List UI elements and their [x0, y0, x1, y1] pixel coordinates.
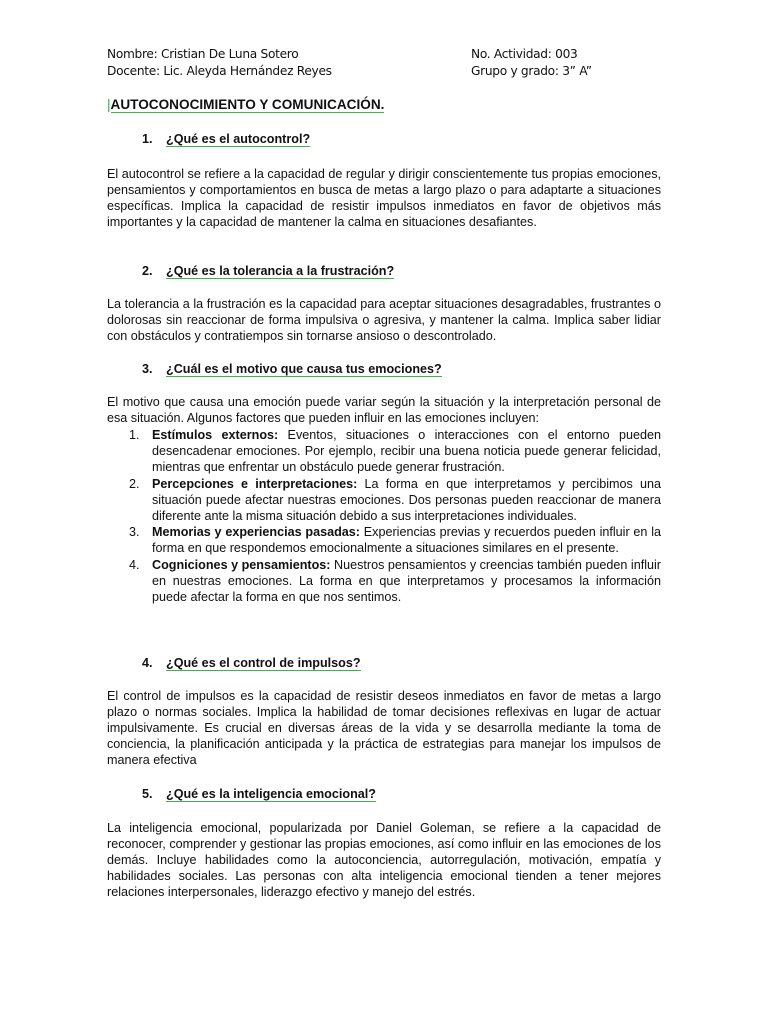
group-grade: Grupo y grado: 3” A”	[471, 64, 592, 78]
question-1: 1. ¿Qué es el autocontrol?	[142, 132, 311, 146]
header-right	[471, 46, 592, 80]
text-cursor: |	[107, 97, 111, 112]
list-item: 3. Memorias y experiencias pasadas: Experiencias previas y recuerdos pueden influir en la forma en que respondemos emocionalmente a situaciones similares en el presente.	[129, 525, 661, 556]
emotion-factors-list	[107, 427, 661, 605]
question-2: 2. ¿Qué es la tolerancia a la frustración?	[142, 264, 395, 278]
document-title: |AUTOCONOCIMIENTO Y COMUNICACIÓN.	[107, 97, 385, 112]
student-name: Nombre: Cristian De Luna Sotero	[107, 47, 299, 61]
question-3: 3. ¿Cuál es el motivo que causa tus emociones?	[142, 362, 442, 376]
teacher-name: Docente: Lic. Aleyda Hernández Reyes	[107, 64, 332, 78]
answer-3: El motivo que causa una emoción puede variar según la situación y la interpretación personal de esa situación. Algunos factores que pueden influir en las emociones incluyen:	[107, 395, 661, 425]
answer-2: La tolerancia a la frustración es la capacidad para aceptar situaciones desagradables, frustrantes o dolorosas sin reaccionar de forma impulsiva o agresiva, y mantener la calma. Implica saber lidiar con obstáculos y contratiempos sin tornarse ansioso o descontrolado.	[107, 297, 661, 343]
activity-number: No. Actividad: 003	[471, 47, 578, 61]
list-item: 1. Estímulos externos: Eventos, situaciones o interacciones con el entorno pueden desencadenar emociones. Por ejemplo, recibir una buena noticia puede generar felicidad, mientras que enfrentar un obstáculo puede generar frustración.	[129, 428, 661, 475]
list-item: 2. Percepciones e interpretaciones: La forma en que interpretamos y percibimos una situación puede afectar nuestras emociones. Dos personas pueden reaccionar de manera diferente ante la misma situación debido a sus interpretaciones individuales.	[129, 476, 661, 524]
answer-5: La inteligencia emocional, popularizada por Daniel Goleman, se refiere a la capacidad de reconocer, comprender y gestionar las propias emociones, así como influir en las emociones de los demás. Incluye habilidades como la autoconciencia, autorregulación, motivación, empatía y habilidades sociales. Las personas con alta inteligencia emocional tienden a tener mejores relaciones interpersonales, liderazgo efectivo y manejo del estrés.	[107, 821, 661, 899]
question-5: 5. ¿Qué es la inteligencia emocional?	[142, 787, 376, 801]
answer-1: El autocontrol se refiere a la capacidad de regular y dirigir conscientemente tus propias emociones, pensamientos y comportamientos en busca de metas a largo plazo o para adaptarte a situaciones específicas. Implica la capacidad de resistir impulsos inmediatos en favor de objetivos más importantes y la capacidad de mantener la calma en situaciones desafiantes.	[107, 167, 661, 229]
header-left	[107, 46, 332, 80]
list-item: 4. Cogniciones y pensamientos: Nuestros pensamientos y creencias también pueden influir en nuestras emociones. La forma en que interpretamos y procesamos la información puede afectar la forma en que nos sentimos.	[129, 557, 661, 605]
answer-4: El control de impulsos es la capacidad de resistir deseos inmediatos en favor de metas a largo plazo o normas sociales. Implica la habilidad de tomar decisiones reflexivas en lugar de actuar impulsivamente. Es crucial en diversas áreas de la vida y se desarrolla mediante la toma de conciencia, la planificación anticipada y la práctica de estrategias para manejar los impulsos de manera efectiva	[107, 689, 661, 767]
question-4: 4. ¿Qué es el control de impulsos?	[142, 656, 361, 670]
